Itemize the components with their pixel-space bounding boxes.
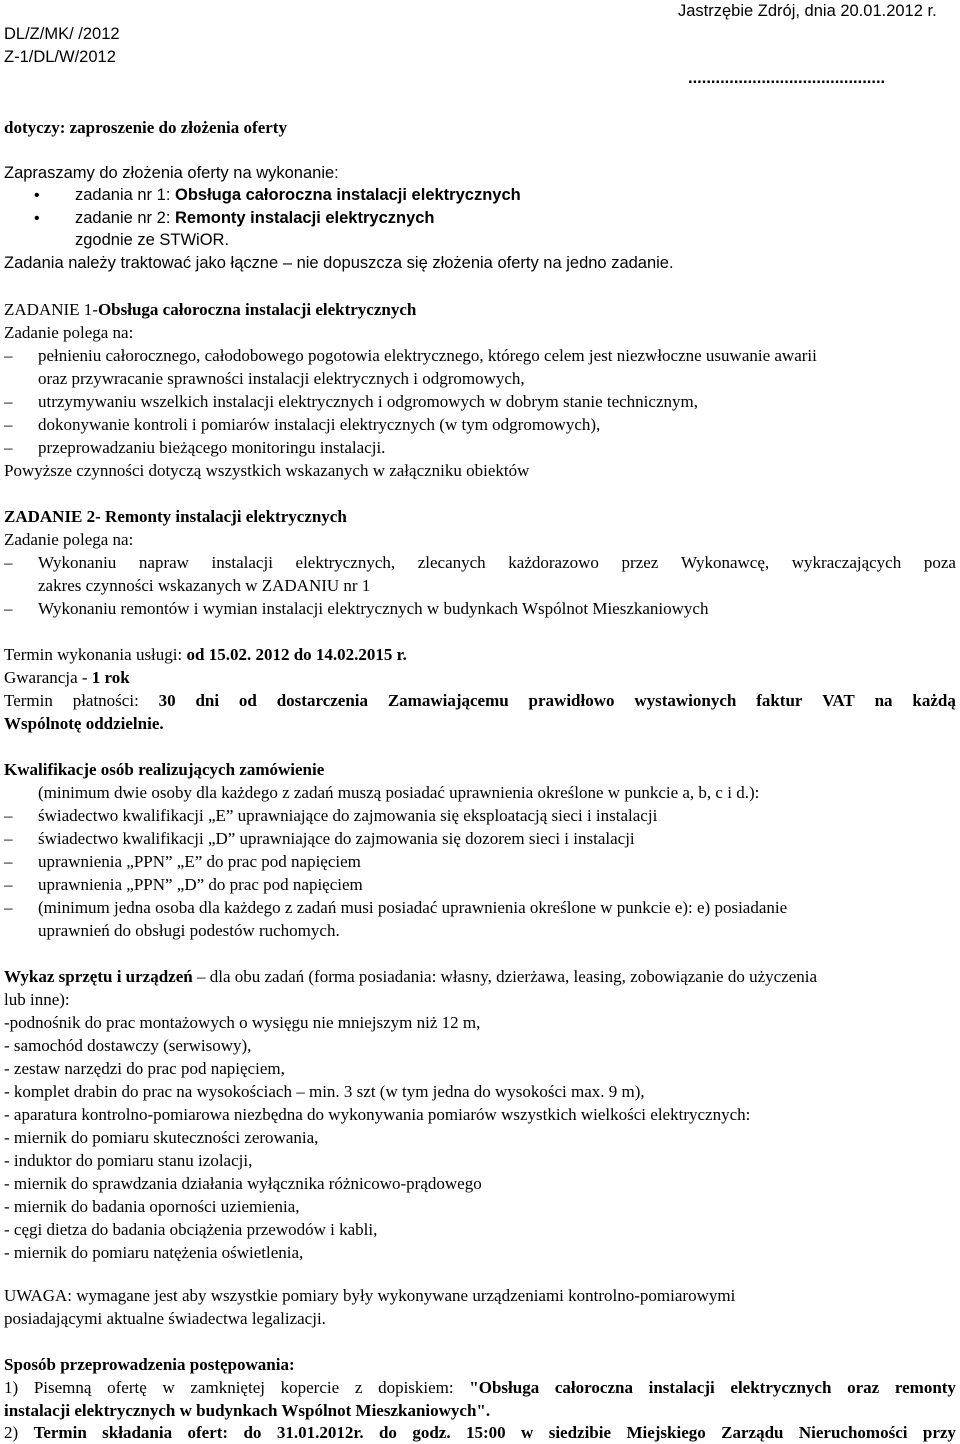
- dash-icon: –: [4, 806, 13, 825]
- dash-icon: –: [4, 346, 13, 365]
- qualification-5: (minimum jedna osoba dla każdego z zadań musi posiadać uprawnienia określone w punkcie e): e) posiadanie: [38, 898, 788, 917]
- equipment-item: - aparatura kontrolno-pomiarowa niezbędna do wykonywania pomiarów wszystkich wielkości elektrycznych:: [4, 1105, 751, 1124]
- warning-line: UWAGA: wymagane jest aby wszystkie pomiary były wykonywane urządzeniami kontrolno-pomiarowymi: [4, 1286, 736, 1305]
- payment-line: Termin płatności: 30 dni od dostarczenia Zamawiającemu prawidłowo wystawionych faktur VAT na każdą: [4, 691, 956, 710]
- equipment-item: - induktor do pomiaru stanu izolacji,: [4, 1151, 253, 1170]
- task2-lead: Zadanie polega na:: [4, 530, 134, 549]
- equipment-item: - miernik do pomiaru skuteczności zerowania,: [4, 1128, 319, 1147]
- equipment-item: - zestaw narzędzi do prac pod napięciem,: [4, 1059, 285, 1078]
- qualification-4: uprawnienia „PPN” „D” do prac pod napięciem: [38, 875, 363, 894]
- task2-duty-1-cont: zakres czynności wskazanych w ZADANIU nr 1: [38, 576, 371, 595]
- task1-duty-2: utrzymywaniu wszelkich instalacji elektrycznych i odgromowych w dobrym stanie technicznym,: [38, 392, 698, 411]
- dash-icon: –: [4, 415, 13, 434]
- equipment-item: - komplet drabin do prac na wysokościach – min. 3 szt (w tym jedna do wysokości max. 9 m),: [4, 1082, 645, 1101]
- warranty-line: Gwarancja - 1 rok: [4, 668, 130, 687]
- equipment-title-cont: lub inne):: [4, 990, 70, 1009]
- warning-line-2: posiadającymi aktualne świadectwa legalizacji.: [4, 1309, 326, 1328]
- qualifications-note: (minimum dwie osoby dla każdego z zadań muszą posiadać uprawnienia określone w punkcie a, b, c i d.):: [38, 783, 760, 802]
- intro-item-1: zadania nr 1: Obsługa całoroczna instalacji elektrycznych: [75, 186, 521, 204]
- qualification-2: świadectwo kwalifikacji „D” uprawniające do zajmowania się dozorem sieci i instalacji: [38, 829, 635, 848]
- dash-icon: –: [4, 438, 13, 457]
- qualifications-title: Kwalifikacje osób realizujących zamówienie: [4, 760, 325, 779]
- dash-icon: –: [4, 829, 13, 848]
- dash-icon: –: [4, 852, 13, 871]
- dash-icon: –: [4, 392, 13, 411]
- bullet-icon: •: [34, 187, 40, 204]
- equipment-item: - samochód dostawczy (serwisowy),: [4, 1036, 252, 1055]
- dash-icon: –: [4, 599, 13, 618]
- intro-item-3: zgodnie ze STWiOR.: [75, 231, 230, 249]
- qualification-3: uprawnienia „PPN” „E” do prac pod napięciem: [38, 852, 361, 871]
- equipment-title: Wykaz sprzętu i urządzeń – dla obu zadań (forma posiadania: własny, dzierżawa, leasing, zobowiązanie do użyczenia: [4, 967, 818, 986]
- signature-dots: ...........................................: [688, 69, 886, 87]
- task1-duty-3: dokonywanie kontroli i pomiarów instalacji elektrycznych (w tym odgromowych),: [38, 415, 601, 434]
- dash-icon: –: [4, 875, 13, 894]
- task2-duty-2: Wykonaniu remontów i wymian instalacji elektrycznych w budynkach Wspólnot Mieszkaniowych: [38, 599, 709, 618]
- procedure-point-2: 2) Termin składania ofert: do 31.01.2012r. do godz. 15:00 w siedzibie Miejskiego Zarządu Nieruchomości przy: [4, 1423, 956, 1442]
- task1-footer: Powyższe czynności dotyczą wszystkich wskazanych w załączniku obiektów: [4, 461, 530, 480]
- equipment-item: - miernik do pomiaru natężenia oświetlenia,: [4, 1243, 304, 1262]
- qualification-5-cont: uprawnień do obsługi podestów ruchomych.: [38, 921, 340, 940]
- procedure-point-1-cont: instalacji elektrycznych w budynkach Wspólnot Mieszkaniowych".: [4, 1401, 491, 1420]
- equipment-item: -podnośnik do prac montażowych o wysięgu nie mniejszym niż 12 m,: [4, 1013, 481, 1032]
- procedure-title: Sposób przeprowadzenia postępowania:: [4, 1355, 295, 1374]
- equipment-item: - miernik do badania oporności uziemienia,: [4, 1197, 300, 1216]
- task1-title: ZADANIE 1-Obsługa całoroczna instalacji elektrycznych: [4, 300, 417, 319]
- qualification-1: świadectwo kwalifikacji „E” uprawniające do zajmowania się eksploatacją sieci i instalacji: [38, 806, 658, 825]
- payment-line-2: Wspólnotę oddzielnie.: [4, 714, 164, 733]
- task2-title: ZADANIE 2- Remonty instalacji elektrycznych: [4, 507, 347, 526]
- dash-icon: –: [4, 553, 13, 572]
- dash-icon: –: [4, 898, 13, 917]
- task1-duty-1-cont: oraz przywracanie sprawności instalacji elektrycznych i odgromowych,: [38, 369, 525, 388]
- term-line: Termin wykonania usługi: od 15.02. 2012 do 14.02.2015 r.: [4, 645, 407, 664]
- intro-note: Zadania należy traktować jako łączne – nie dopuszcza się złożenia oferty na jedno zadanie.: [4, 254, 674, 272]
- task1-duty-1: pełnieniu całorocznego, całodobowego pogotowia elektrycznego, którego celem jest niezwłoczne usuwanie awarii: [38, 346, 817, 365]
- intro-item-2: zadanie nr 2: Remonty instalacji elektrycznych: [75, 209, 435, 227]
- task1-duty-4: przeprowadzaniu bieżącego monitoringu instalacji.: [38, 438, 386, 457]
- task2-duty-1: Wykonaniu napraw instalacji elektrycznych, zlecanych każdorazowo przez Wykonawcę, wykraczających poza: [38, 553, 956, 572]
- subject-line: dotyczy: zaproszenie do złożenia oferty: [4, 118, 287, 137]
- place-date: Jastrzębie Zdrój, dnia 20.01.2012 r.: [678, 2, 937, 20]
- reference-number-1: DL/Z/MK/ /2012: [4, 25, 120, 43]
- bullet-icon: •: [34, 210, 40, 227]
- intro-line: Zapraszamy do złożenia oferty na wykonanie:: [4, 164, 339, 182]
- reference-number-2: Z-1/DL/W/2012: [4, 48, 116, 66]
- equipment-item: - cęgi dietza do badania obciążenia przewodów i kabli,: [4, 1220, 378, 1239]
- procedure-point-1: 1) Pisemną ofertę w zamkniętej kopercie z dopiskiem: "Obsługa całoroczna instalacji elektrycznych oraz remonty: [4, 1378, 956, 1397]
- task1-lead: Zadanie polega na:: [4, 323, 134, 342]
- equipment-item: - miernik do sprawdzania działania wyłącznika różnicowo-prądowego: [4, 1174, 482, 1193]
